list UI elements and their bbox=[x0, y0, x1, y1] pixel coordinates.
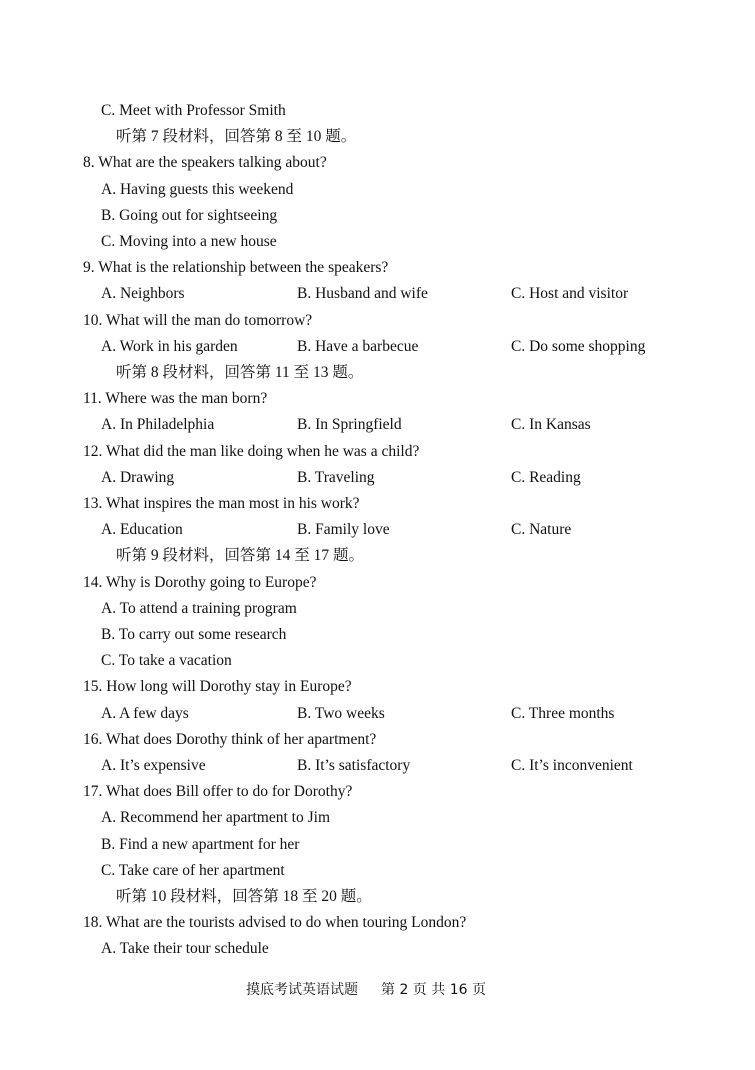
question-text: 9. What is the relationship between the speakers? bbox=[83, 259, 389, 277]
option-row bbox=[0, 334, 755, 360]
option-a: A. Drawing bbox=[101, 468, 175, 486]
option-c: C. Do some shopping bbox=[511, 337, 646, 355]
option-b: B. In Springfield bbox=[297, 416, 402, 434]
question-line bbox=[0, 727, 755, 753]
question-text: 10. What will the man do tomorrow? bbox=[83, 311, 313, 329]
question-text: 16. What does Dorothy think of her apartment? bbox=[83, 730, 377, 748]
option-c: C. Reading bbox=[511, 468, 581, 486]
question-text: 11. Where was the man born? bbox=[83, 390, 268, 408]
option-row bbox=[0, 701, 755, 727]
option-text: C. Meet with Professor Smith bbox=[101, 102, 286, 119]
question-text: 13. What inspires the man most in his work? bbox=[83, 495, 360, 512]
option-line bbox=[0, 858, 755, 884]
option-b: B. Family love bbox=[297, 521, 390, 539]
question-line bbox=[0, 491, 755, 517]
option-line bbox=[0, 622, 755, 648]
option-c: C. It’s inconvenient bbox=[511, 757, 633, 774]
section-instruction bbox=[0, 884, 755, 910]
option-b: B. Traveling bbox=[297, 468, 375, 486]
option-a: A. In Philadelphia bbox=[101, 416, 215, 434]
option-text: B. Find a new apartment for her bbox=[101, 835, 300, 853]
instruction-text: 听第 8 段材料，回答第 11 至 13 题。 bbox=[116, 364, 364, 381]
option-row bbox=[0, 465, 755, 491]
section-instruction bbox=[0, 360, 755, 386]
option-line bbox=[0, 936, 755, 962]
footer-title: 摸底考试英语试题 bbox=[246, 982, 358, 998]
instruction-text: 听第 9 段材料，回答第 14 至 17 题。 bbox=[116, 547, 365, 565]
option-line bbox=[0, 596, 755, 622]
footer-page-number: 第 2 页 共 16 页 bbox=[381, 982, 486, 998]
option-line bbox=[0, 98, 755, 124]
option-a: A. Education bbox=[101, 521, 183, 539]
option-row bbox=[0, 753, 755, 779]
question-line bbox=[0, 150, 755, 176]
option-a: A. It’s expensive bbox=[101, 757, 206, 774]
question-line bbox=[0, 308, 755, 334]
option-text: A. Having guests this weekend bbox=[101, 180, 294, 198]
question-text: 18. What are the tourists advised to do when touring London? bbox=[83, 914, 467, 932]
option-text: A. Recommend her apartment to Jim bbox=[101, 809, 330, 827]
option-a: A. A few days bbox=[101, 704, 189, 722]
option-row bbox=[0, 281, 755, 307]
option-a: A. Work in his garden bbox=[101, 337, 238, 355]
option-b: B. It’s satisfactory bbox=[297, 757, 411, 774]
option-text: C. Take care of her apartment bbox=[101, 861, 285, 879]
page-footer bbox=[0, 978, 755, 1002]
option-text: B. Going out for sightseeing bbox=[101, 206, 278, 224]
section-instruction bbox=[0, 124, 755, 150]
question-text: 14. Why is Dorothy going to Europe? bbox=[83, 573, 317, 591]
question-line bbox=[0, 570, 755, 596]
option-b: B. Have a barbecue bbox=[297, 337, 419, 355]
option-row bbox=[0, 412, 755, 438]
question-line bbox=[0, 779, 755, 805]
option-text: A. To attend a training program bbox=[101, 599, 297, 617]
option-text: B. To carry out some research bbox=[101, 626, 287, 643]
question-text: 15. How long will Dorothy stay in Europe? bbox=[83, 678, 352, 696]
instruction-text: 听第 7 段材料，回答第 8 至 10 题。 bbox=[116, 128, 357, 146]
option-a: A. Neighbors bbox=[101, 285, 185, 303]
option-b: B. Husband and wife bbox=[297, 285, 428, 303]
option-line bbox=[0, 805, 755, 831]
question-text: 12. What did the man like doing when he was a child? bbox=[83, 442, 420, 460]
option-text: A. Take their tour schedule bbox=[101, 940, 269, 958]
option-text: C. Moving into a new house bbox=[101, 233, 277, 250]
option-line bbox=[0, 177, 755, 203]
option-text: C. To take a vacation bbox=[101, 652, 232, 670]
option-row bbox=[0, 517, 755, 543]
option-line bbox=[0, 832, 755, 858]
option-c: C. In Kansas bbox=[511, 416, 591, 434]
option-line bbox=[0, 648, 755, 674]
question-line bbox=[0, 910, 755, 936]
question-line bbox=[0, 439, 755, 465]
question-line bbox=[0, 386, 755, 412]
option-line bbox=[0, 203, 755, 229]
instruction-text: 听第 10 段材料，回答第 18 至 20 题。 bbox=[116, 888, 372, 905]
option-line bbox=[0, 229, 755, 255]
question-line bbox=[0, 674, 755, 700]
section-instruction bbox=[0, 543, 755, 569]
option-c: C. Host and visitor bbox=[511, 285, 629, 303]
option-b: B. Two weeks bbox=[297, 704, 385, 722]
question-text: 8. What are the speakers talking about? bbox=[83, 154, 327, 172]
question-line bbox=[0, 255, 755, 281]
option-c: C. Nature bbox=[511, 521, 572, 539]
option-c: C. Three months bbox=[511, 704, 615, 722]
question-text: 17. What does Bill offer to do for Dorothy? bbox=[83, 783, 353, 801]
